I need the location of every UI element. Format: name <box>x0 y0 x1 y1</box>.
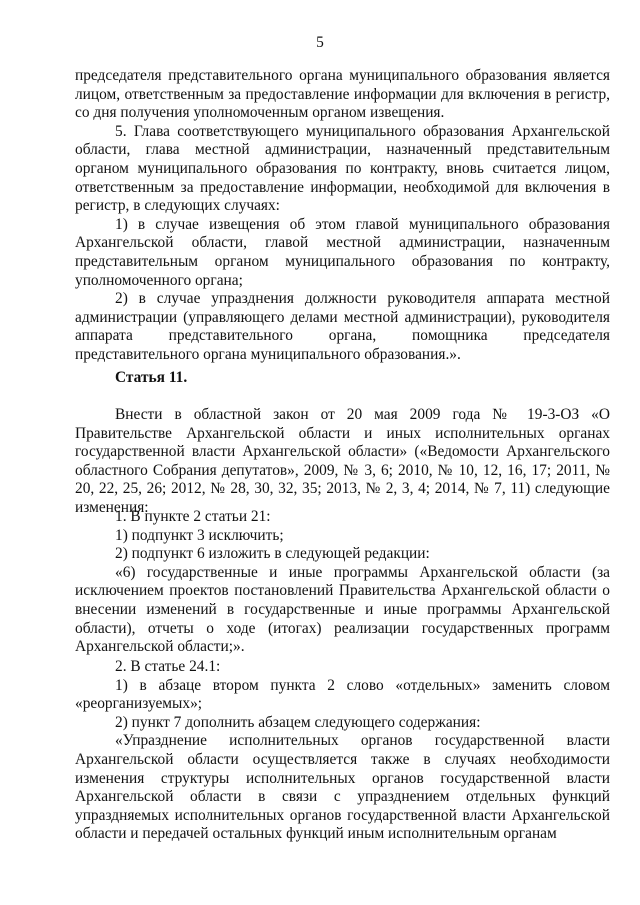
amendment-item-2 <box>75 658 610 844</box>
paragraph: «Упразднение исполнительных органов государственной власти Архангельской области осуществляется также в случаях необходимости изменения структуры исполнительных органов государственной власти Архангельской области в связи с упразднением отдельных функций упраздняемых исполнительных органов государственной власти Архангельской области и передачей остальных функций иным исполнительным органам <box>75 732 610 843</box>
paragraph: 1) в абзаце втором пункта 2 слово «отдельных» заменить словом «реорганизуемых»; <box>75 676 610 713</box>
article-heading-block <box>75 369 610 388</box>
paragraph: 2) пункт 7 дополнить абзацем следующего содержания: <box>115 713 481 731</box>
paragraph: 1) подпункт 3 исключить; <box>115 526 284 544</box>
paragraph: председателя представительного органа муниципального образования является лицом, ответственным за предоставление информации для включения в регистр, со дня получения уполномоченным органом извещения. <box>75 67 610 122</box>
page-number: 5 <box>316 34 324 51</box>
paragraph: «6) государственные и иные программы Архангельской области (за исключением проектов постановлений Правительства Архангельской области о внесении изменений в государственные и иные программы Архангельской области), отчеты о ходе (итогах) реализации государственных программ Архангельской области;». <box>75 563 610 656</box>
amendment-item-1 <box>75 508 610 657</box>
paragraph: 5. Глава соответствующего муниципального образования Архангельской области, глава местной администрации, назначенный представительным органом муниципального образования по контракту, вновь считается лицом, ответственным за предоставление информации, необходимой для включения в регистр, в следующих случаях: <box>75 122 610 215</box>
block-paragraphs-continued <box>75 67 610 365</box>
article-intro-block <box>75 406 610 518</box>
article-heading: Статья 11. <box>115 369 188 386</box>
paragraph: 2) в случае упразднения должности руководителя аппарата местной администрации (управляющего делами местной администрации), руководителя аппарата представительного органа, помощника председателя представительного органа муниципального образования.». <box>75 290 610 363</box>
paragraph: 1) в случае извещения об этом главой муниципального образования Архангельской области, главой местной администрации, назначенным представительным органом муниципального образования по контракту, уполномоченного органа; <box>75 215 610 289</box>
paragraph: 1. В пункте 2 статьи 21: <box>115 508 271 525</box>
paragraph: 2. В статье 24.1: <box>115 658 221 675</box>
paragraph: 2) подпункт 6 изложить в следующей редакции: <box>115 545 430 563</box>
paragraph: Внести в областной закон от 20 мая 2009 года № 19-3-ОЗ «О Правительстве Архангельской области и иных исполнительных органах государственной власти Архангельской области» («Ведомости Архангельского областного Собрания депутатов», 2009, № 3, 6; 2010, № 10, 12, 16, 17; 2011, № 20, 22, 25, 26; 2012, № 28, 30, 32, 35; 2013, № 2, 3, 4; 2014, № 7, 11) следующие изменения: <box>75 406 610 516</box>
